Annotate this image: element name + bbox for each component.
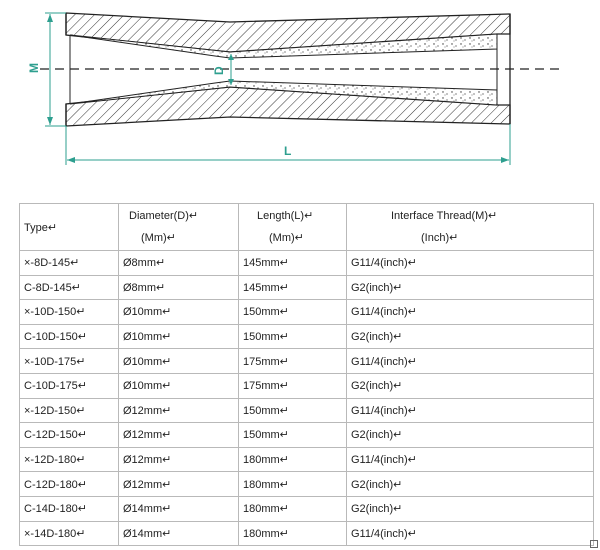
cell-length: 150mm↵ <box>239 300 347 325</box>
cell-diameter: Ø12mm↵ <box>119 447 239 472</box>
table-row <box>20 251 594 276</box>
cell-type: ×-14D-180↵ <box>20 521 119 546</box>
cell-type: C-10D-150↵ <box>20 324 119 349</box>
header-length: Length(L)↵ (Mm)↵ <box>239 204 347 251</box>
cell-diameter: Ø12mm↵ <box>119 423 239 448</box>
header-interface-thread: Interface Thread(M)↵ (Inch)↵ <box>347 204 594 251</box>
cell-interface-thread: G11/4(inch)↵ <box>347 521 594 546</box>
table-row <box>20 521 594 546</box>
cell-length: 175mm↵ <box>239 349 347 374</box>
cell-type: C-14D-180↵ <box>20 496 119 521</box>
cell-type: ×-8D-145↵ <box>20 251 119 276</box>
cell-diameter: Ø14mm↵ <box>119 496 239 521</box>
cell-diameter: Ø14mm↵ <box>119 521 239 546</box>
cell-length: 180mm↵ <box>239 496 347 521</box>
cell-interface-thread: G2(inch)↵ <box>347 324 594 349</box>
cell-interface-thread: G11/4(inch)↵ <box>347 251 594 276</box>
cell-interface-thread: G2(inch)↵ <box>347 472 594 497</box>
cell-length: 150mm↵ <box>239 423 347 448</box>
cell-type: ×-10D-150↵ <box>20 300 119 325</box>
length-dimension-label: L <box>284 144 292 158</box>
cell-diameter: Ø10mm↵ <box>119 349 239 374</box>
table-row <box>20 373 594 398</box>
cell-interface-thread: G11/4(inch)↵ <box>347 300 594 325</box>
cell-interface-thread: G11/4(inch)↵ <box>347 349 594 374</box>
table-body <box>20 251 594 546</box>
diameter-dimension-label: D <box>212 66 226 75</box>
cell-type: ×-10D-175↵ <box>20 349 119 374</box>
cell-type: ×-12D-180↵ <box>20 447 119 472</box>
cell-type: C-10D-175↵ <box>20 373 119 398</box>
cell-length: 180mm↵ <box>239 447 347 472</box>
cell-interface-thread: G2(inch)↵ <box>347 275 594 300</box>
thread-dimension-label: M <box>27 63 41 73</box>
cell-length: 150mm↵ <box>239 398 347 423</box>
cell-interface-thread: G2(inch)↵ <box>347 373 594 398</box>
table-row <box>20 324 594 349</box>
table-row <box>20 496 594 521</box>
cell-diameter: Ø10mm↵ <box>119 300 239 325</box>
cell-diameter: Ø12mm↵ <box>119 472 239 497</box>
cell-length: 145mm↵ <box>239 251 347 276</box>
cell-type: ×-12D-150↵ <box>20 398 119 423</box>
table-row <box>20 275 594 300</box>
cell-diameter: Ø10mm↵ <box>119 324 239 349</box>
table-header-row <box>20 204 594 251</box>
cell-length: 150mm↵ <box>239 324 347 349</box>
cell-length: 145mm↵ <box>239 275 347 300</box>
cell-type: C-8D-145↵ <box>20 275 119 300</box>
cell-type: C-12D-180↵ <box>20 472 119 497</box>
cell-diameter: Ø8mm↵ <box>119 275 239 300</box>
cell-interface-thread: G2(inch)↵ <box>347 423 594 448</box>
table-row <box>20 423 594 448</box>
table-row <box>20 300 594 325</box>
cell-length: 180mm↵ <box>239 521 347 546</box>
table-row <box>20 398 594 423</box>
cell-interface-thread: G2(inch)↵ <box>347 496 594 521</box>
header-type: Type↵ <box>20 204 119 251</box>
cell-diameter: Ø8mm↵ <box>119 251 239 276</box>
cell-length: 180mm↵ <box>239 472 347 497</box>
cell-interface-thread: G11/4(inch)↵ <box>347 398 594 423</box>
table-row <box>20 472 594 497</box>
cell-diameter: Ø10mm↵ <box>119 373 239 398</box>
table-row <box>20 349 594 374</box>
nozzle-drawing <box>0 0 600 200</box>
header-diameter: Diameter(D)↵ (Mm)↵ <box>119 204 239 251</box>
spec-table <box>19 203 594 546</box>
cell-length: 175mm↵ <box>239 373 347 398</box>
cell-type: C-12D-150↵ <box>20 423 119 448</box>
cell-diameter: Ø12mm↵ <box>119 398 239 423</box>
corner-mark <box>590 540 598 548</box>
table-row <box>20 447 594 472</box>
cell-interface-thread: G11/4(inch)↵ <box>347 447 594 472</box>
